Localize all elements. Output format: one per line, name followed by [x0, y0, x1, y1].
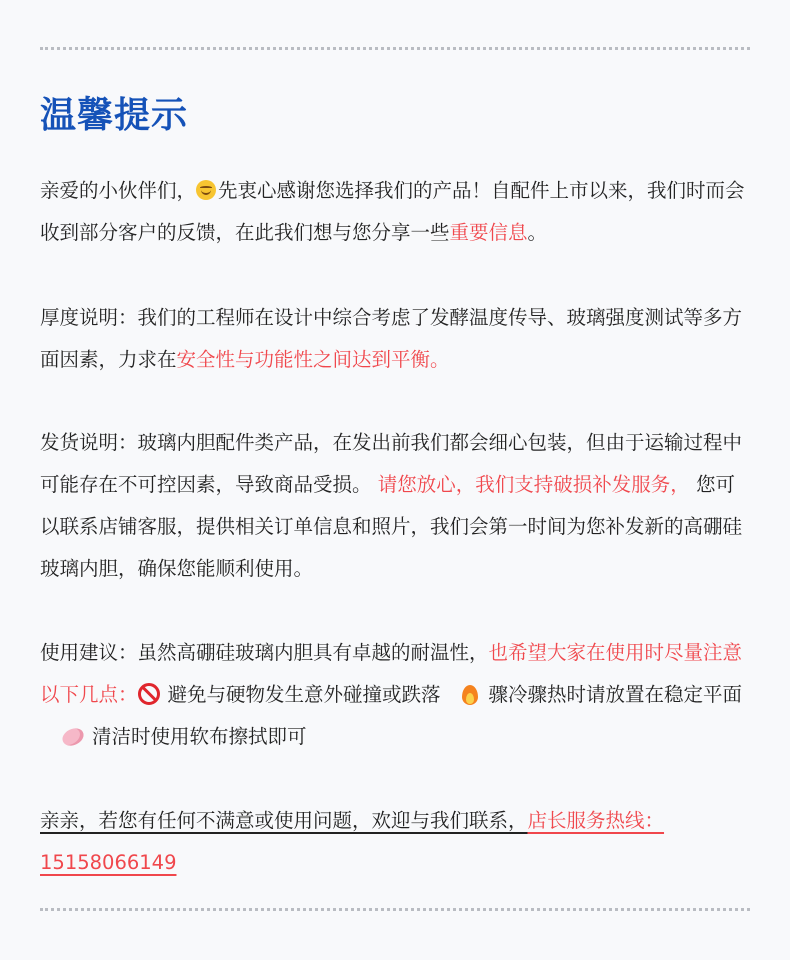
shipping-text-continued: 您可以联系店铺客服，提供相关订单信息和照片，我们会第一时间为您补发新的高硼硅玻璃内胆，确保您能顺利使用。 [40, 473, 743, 580]
shipping-text: 发货说明：玻璃内胆配件类产品，在发出前我们都会细心包装，但由于运输过程中可能存在不可控因素，导致商品受损。 [40, 431, 743, 496]
intro-highlight: 重要信息 [449, 221, 528, 244]
usage-text: 使用建议：虽然高硼硅玻璃内胆具有卓越的耐温性， [40, 641, 489, 664]
prohibited-icon [138, 683, 160, 705]
usage-tip-1: 避免与硬物发生意外碰撞或跌落 [167, 683, 441, 706]
page-title: 温馨提示 [40, 95, 189, 136]
fire-icon [461, 683, 479, 705]
bottom-dotted-divider [40, 908, 750, 911]
contact-text: 亲亲，若您有任何不满意或使用问题，欢迎与我们联系， [40, 809, 528, 832]
smiling-face-icon [196, 180, 216, 200]
hotline-label: 店长服务热线： [527, 809, 665, 832]
usage-tip-2: 骤冷骤热时请放置在稳定平面 [488, 683, 743, 706]
intro-text-body: 先衷心感谢您选择我们的产品！自配件上市以来，我们时而会收到部分客户的反馈，在此我们想与您分享一些 [40, 179, 745, 244]
thickness-highlight: 安全性与功能性之间达到平衡。 [176, 348, 450, 371]
contact-paragraph [40, 800, 752, 884]
top-dotted-divider [40, 47, 750, 50]
shipping-paragraph [40, 422, 752, 590]
usage-highlight: 也希望大家在使用时尽量注意以下几点： [40, 641, 743, 706]
hotline-phone-link[interactable]: 15158066149 [40, 851, 177, 874]
usage-paragraph [40, 632, 752, 758]
soap-icon [60, 725, 87, 749]
intro-text-start: 亲爱的小伙伴们， [40, 179, 197, 202]
intro-text-end: 。 [527, 221, 548, 244]
thickness-paragraph [40, 297, 752, 381]
intro-paragraph [40, 170, 752, 254]
thickness-text: 厚度说明：我们的工程师在设计中综合考虑了发酵温度传导、玻璃强度测试等多方面因素，力求在 [40, 306, 743, 371]
shipping-highlight: 请您放心，我们支持破损补发服务， [377, 473, 690, 496]
usage-tip-3: 清洁时使用软布擦拭即可 [92, 725, 307, 748]
